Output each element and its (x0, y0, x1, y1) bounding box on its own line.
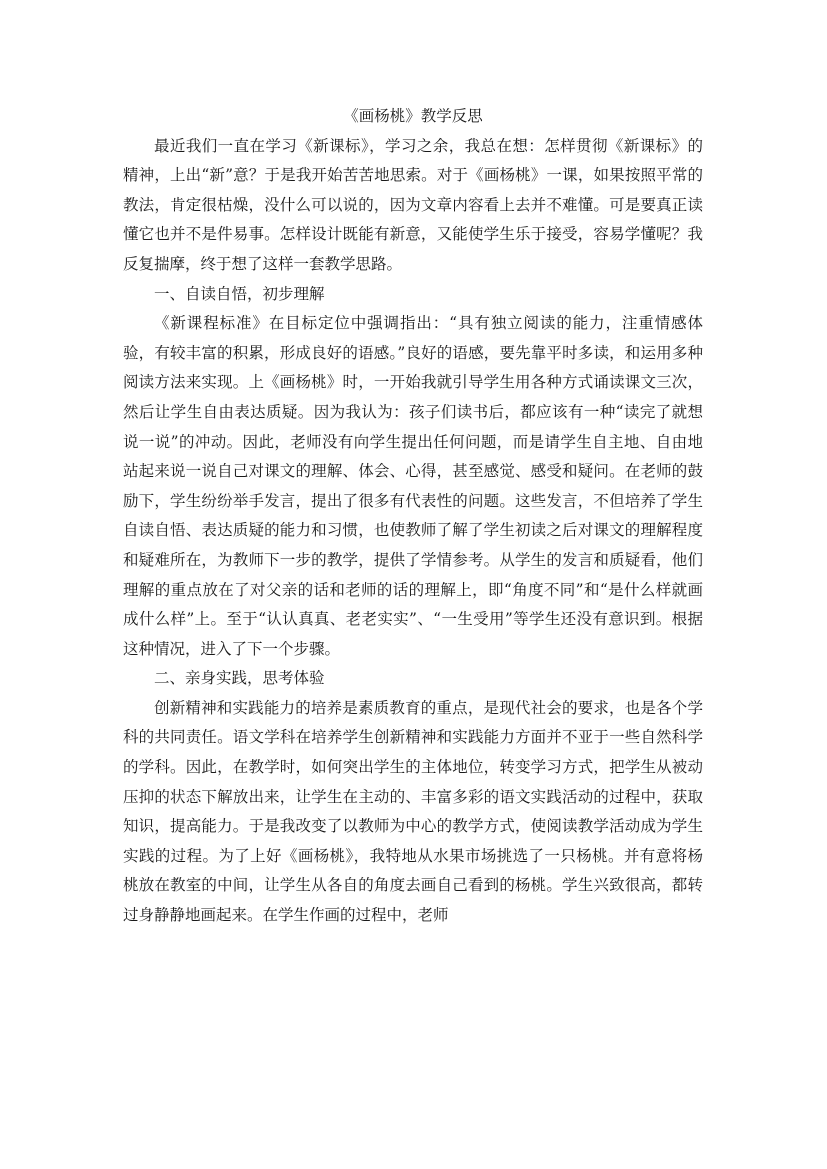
paragraph-intro: 最近我们一直在学习《新课标》，学习之余，我总在想：怎样贯彻《新课标》的精神，上出“新”意？于是我开始苦苦地思索。对于《画杨桃》一课，如果按照平常的教法，肯定很枯燥，没什么可以说的，因为文章内容看上去并不难懂。可是要真正读懂它也并不是件易事。怎样设计既能有新意，又能使学生乐于接受，容易学懂呢？我反复揣摩，终于想了这样一套教学思路。 (123, 136, 703, 273)
paragraph-section-2: 创新精神和实践能力的培养是素质教育的重点，是现代社会的要求，也是各个学科的共同责任。语文学科在培养学生创新精神和实践能力方面并不亚于一些自然科学的学科。因此，在教学时，如何突出学生的主体地位，转变学习方式，把学生从被动压抑的状态下解放出来，让学生在主动的、丰富多彩的语文实践活动的过程中，获取知识，提高能力。于是我改变了以教师为中心的教学方式，使阅读教学活动成为学生实践的过程。为了上好《画杨桃》，我特地从水果市场挑选了一只杨桃。并有意将杨桃放在教室的中间，让学生从各自的角度去画自己看到的杨桃。学生兴致很高，都转过身静静地画起来。在学生作画的过程中，老师 (123, 698, 703, 925)
document-body (123, 102, 703, 931)
section-heading-1: 一、自读自悟，初步理解 (154, 284, 325, 303)
document-title: 《画杨桃》教学反思 (343, 107, 483, 125)
section-heading-2: 二、亲身实践，思考体验 (154, 669, 325, 688)
paragraph-section-1: 《新课程标准》在目标定位中强调指出：“具有独立阅读的能力，注重情感体验，有较丰富的积累，形成良好的语感。”良好的语感，要先靠平时多读，和运用多种阅读方法来实现。上《画杨桃》时，一开始我就引导学生用各种方式诵读课文三次，然后让学生自由表达质疑。因为我认为：孩子们读书后，都应该有一种“读完了就想说一说”的冲动。因此，老师没有向学生提出任何问题，而是请学生自主地、自由地站起来说一说自己对课文的理解、体会、心得，甚至感觉、感受和疑问。在老师的鼓励下，学生纷纷举手发言，提出了很多有代表性的问题。这些发言，不但培养了学生自读自悟、表达质疑的能力和习惯，也使教师了解了学生初读之后对课文的理解程度和疑难所在，为教师下一步的教学，提供了学情参考。从学生的发言和质疑看，他们理解的重点放在了对父亲的话和老师的话的理解上，即“角度不同”和“是什么样就画成什么样”上。至于“认认真真、老老实实”、“一生受用”等学生还没有意识到。根据这种情况，进入了下一个步骤。 (123, 314, 703, 658)
